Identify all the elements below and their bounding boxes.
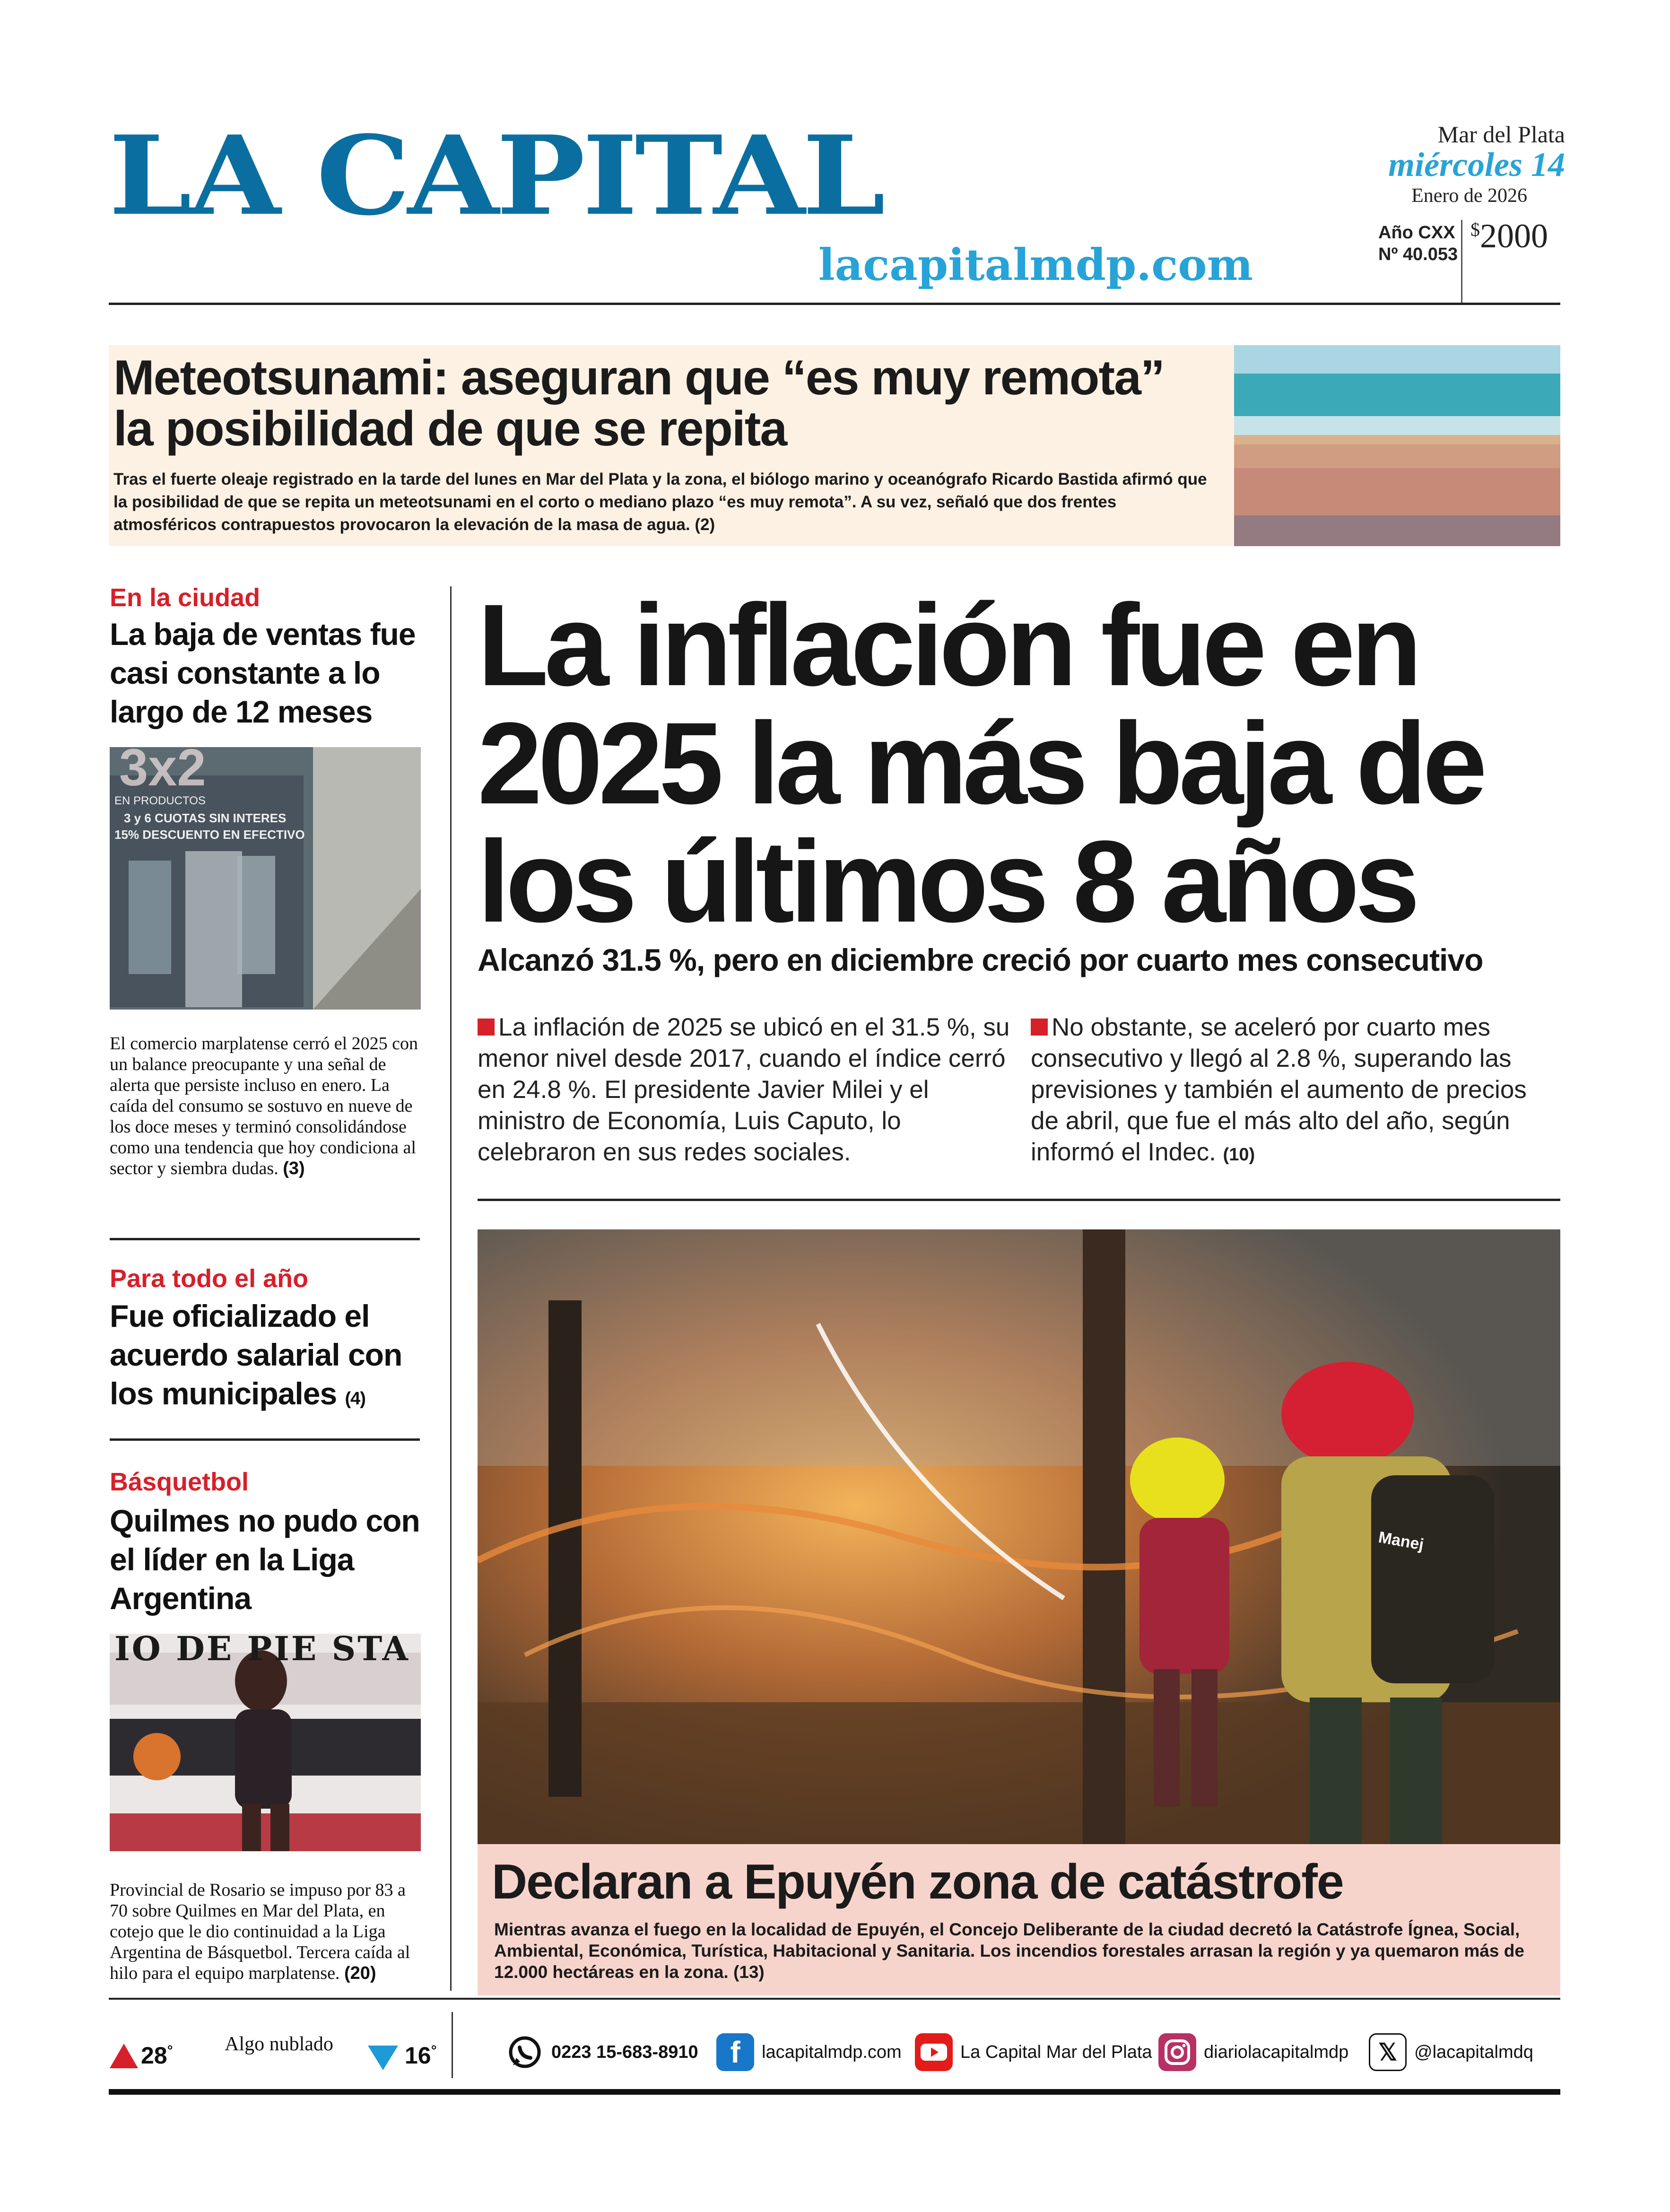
fire-summary-text: Mientras avanza el fuego en la localidad de Epuyén, el Concejo Deliberante de la ciudad decretó la Catástrofe Ígnea, Social, Ambiental, Económica, Turística, Habitacional y Sanitaria. Los incendios forestales arrasan la región y ya quemaron más de 12.000 hectáreas en la zona. [494,1920,1524,1982]
main-rule [478,1199,1560,1201]
main-column-2-text: No obstante, se aceleró por cuarto mes consecutivo y llegó al 2.8 %, superando las previsiones y también el aumento de precios de abril, que fue el más alto del año, según informó el Indec. [1031,1013,1527,1166]
price-currency: $ [1470,219,1480,240]
fire-headline[interactable]: Declaran a Epuyén zona de catástrofe [492,1855,1343,1909]
edition-month: Enero de 2026 [1411,185,1527,207]
teaser-headline[interactable]: Meteotsunami: aseguran que “es muy remota” la posibilidad de que se repita [113,350,1164,456]
story2-kicker: Para todo el año [110,1264,309,1293]
main-column-1-text: La inflación de 2025 se ubicó en el 31.5 %, su menor nivel desde 2017, cuando el índice cerró en 24.8 %. El presidente Javier Milei y el ministro de Economía, Luis Caputo, lo celebraron en sus redes sociales. [478,1013,1010,1166]
story3-kicker: Básquetbol [110,1468,249,1496]
edition-year: Año CXX [1378,223,1455,243]
temp-max [141,2042,173,2069]
main-column-1 [478,1012,1012,1168]
store-sign-line1: EN PRODUCTOS [114,794,206,807]
story2-headline-text: Fue oficializado el acuerdo salarial con los municipales [110,1298,402,1411]
price-value: 2000 [1480,217,1548,255]
weather-condition: Algo nublado [225,2033,333,2055]
instagram-handle: diariolacapitalmdp [1204,2042,1349,2062]
footer-rule-bottom [109,2089,1560,2095]
footer-rule-top [109,1998,1560,2000]
facebook-icon: f [716,2033,754,2071]
temp-max-value: 28 [141,2042,167,2069]
story2-headline[interactable] [110,1297,431,1418]
youtube-icon [915,2033,953,2071]
bullet-square-icon [478,1019,495,1036]
main-subhead: Alcanzó 31.5 %, pero en diciembre creció por cuarto mes consecutivo [478,942,1483,977]
wildfire-photo [478,1229,1560,1844]
story1-kicker: En la ciudad [110,583,261,612]
store-sign-line2: 3 y 6 CUOTAS SIN INTERES [124,811,287,825]
story1-headline[interactable]: La baja de ventas fue casi constante a lo largo de 12 meses [110,617,416,729]
beach-photo [1234,345,1560,546]
x-handle: @lacapitalmdq [1414,2042,1533,2062]
main-page-ref: (10) [1223,1145,1255,1165]
store-sign-line3: 15% DESCUENTO EN EFECTIVO [114,827,305,842]
edition-day: miércoles 14 [1388,146,1565,183]
basketball-photo [110,1634,421,1851]
main-headline[interactable]: La inflación fue en 2025 la más baja de los últimos 8 años [478,580,1483,947]
footer-divider [452,2012,453,2078]
whatsapp-contact[interactable] [506,2031,698,2073]
fire-summary [494,1919,1548,1983]
temp-min [405,2042,437,2069]
youtube-handle: La Capital Mar del Plata [960,2042,1152,2062]
facebook-link[interactable] [716,2031,902,2073]
column-divider [450,586,452,1991]
whatsapp-icon [506,2033,544,2071]
x-link[interactable] [1369,2031,1533,2073]
fire-page-ref: (13) [733,1962,765,1982]
youtube-link[interactable] [915,2031,1152,2073]
price-divider [1461,220,1462,303]
story2-page-ref: (4) [345,1389,365,1409]
teaser-summary: Tras el fuerte oleaje registrado en la tarde del lunes en Mar del Plata y la zona, el biólogo marino y oceanógrafo Ricardo Bastida afirmó que la posibilidad de que se repita un meteotsunami en el corto o mediano plazo “es muy remota”. A su vez, señaló que dos frentes atmosféricos contrapuestos provocaron la elevación de la masa de agua. (2) [113,470,1207,534]
website-link[interactable]: lacapitalmdp.com [818,239,1253,290]
store-sign-main: 3x2 [119,747,206,797]
left-divider-1 [110,1238,420,1240]
temp-max-degree: ° [167,2043,173,2058]
price [1470,217,1548,256]
temp-min-value: 16 [405,2042,431,2069]
story3-body [110,1880,426,1984]
edition-city: Mar del Plata [1437,121,1565,148]
whatsapp-number: 0223 15-683-8910 [551,2042,698,2062]
main-column-2 [1031,1012,1560,1170]
temp-up-icon [110,2044,138,2068]
instagram-link[interactable] [1158,2031,1348,2073]
story1-body [110,1033,426,1179]
facebook-handle: lacapitalmdp.com [762,2042,902,2062]
story3-page-ref: (20) [344,1963,376,1983]
story1-page-ref: (3) [283,1158,305,1178]
story3-headline[interactable]: Quilmes no pudo con el líder en la Liga Argentina [110,1503,420,1616]
x-icon: 𝕏 [1369,2033,1407,2071]
instagram-icon [1158,2033,1196,2071]
bullet-square-icon [1031,1019,1048,1036]
firefighter-backpack-text: Manej [1377,1528,1426,1554]
left-divider-2 [110,1438,420,1441]
temp-down-icon [368,2046,398,2070]
story1-body-text: El comercio marplatense cerró el 2025 con un balance preocupante y una señal de alerta que persiste incluso en enero. La caída del consumo se sostuvo en nueve de los doce meses y terminó consolidándose como una tendencia que hoy condiciona al sector y siembra dudas. [110,1034,418,1178]
masthead-rule [109,303,1560,305]
temp-min-degree: ° [431,2043,437,2058]
arena-banner-text: IO DE PIE STA [114,1634,410,1668]
edition-number: Nº 40.053 [1378,244,1458,264]
store-photo [110,747,421,1010]
newspaper-logo: LA CAPITAL [109,111,883,240]
story3-body-text: Provincial de Rosario se impuso por 83 a 70 sobre Quilmes en Mar del Plata, en cotejo que le dio continuidad a la Liga Argentina de Básquetbol. Tercera caída al hilo para el equipo marplatense. [110,1880,410,1983]
